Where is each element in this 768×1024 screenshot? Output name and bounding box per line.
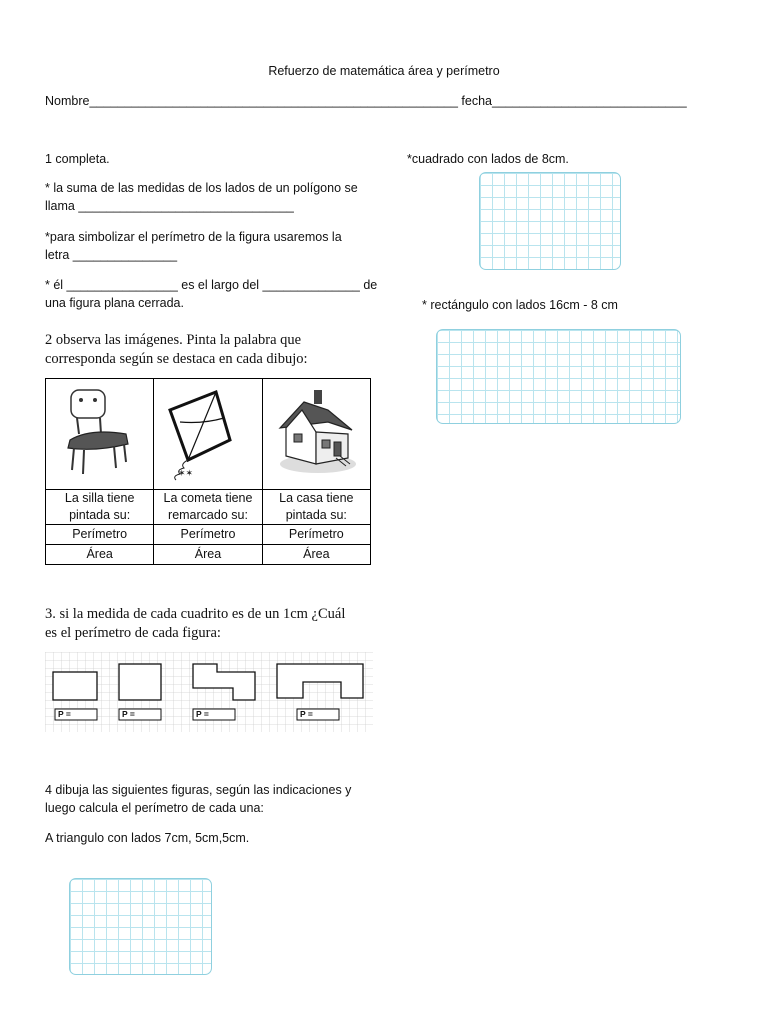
p-label-d[interactable]: P = [300,709,313,719]
chair-option-perimetro[interactable]: Perímetro [46,525,154,545]
p-label-b[interactable]: P = [122,709,135,719]
p-label-a[interactable]: P = [58,709,71,719]
section1-item1: * la suma de las medidas de los lados de un polígono se llama _______________________________ [45,179,385,215]
section4-instruction: 4 dibuja las siguientes figuras, según las indicaciones y luego calcula el perímetro de cada una: [45,783,352,815]
section2-instruction: 2 observa las imágenes. Pinta la palabra que corresponda según se destaca en cada dibujo: [45,332,308,367]
date-field[interactable]: ____________________________ [492,94,687,108]
chair-option-area[interactable]: Área [46,545,154,565]
fill-blank-3[interactable]: * él ________________ es el largo del ______________ de [45,278,378,292]
kite-drawing-icon [158,382,258,482]
name-date-line [45,92,687,110]
kite-option-perimetro[interactable]: Perímetro [154,525,262,545]
fill-blank-1[interactable]: llama _______________________________ [45,199,294,213]
section1-heading: 1 completa. [45,152,110,166]
section4-item-a: A triangulo con lados 7cm, 5cm,5cm. [45,831,250,845]
house-cell [262,379,370,490]
fill-blank-2[interactable]: letra _______________ [45,248,178,262]
house-drawing-icon [266,382,366,482]
section1-item2: *para simbolizar el perímetro de la figura usaremos la letra _______________ [45,228,385,264]
perimeter-figures [45,652,373,732]
house-option-area[interactable]: Área [262,545,370,565]
figure-a [53,672,97,700]
perimeter-figures-grid [45,652,373,732]
page-title: Refuerzo de matemática área y perímetro [268,64,500,78]
rectangle-drawing-grid[interactable] [436,329,681,424]
word-choice-table [45,378,371,565]
house-option-perimetro[interactable]: Perímetro [262,525,370,545]
square-instruction: *cuadrado con lados de 8cm. [407,152,569,166]
chair-caption: La silla tiene pintada su: [46,490,154,525]
section1-item3: * él ________________ es el largo del ______________ de una figura plana cerrada. [45,276,385,312]
triangle-drawing-grid[interactable] [69,878,212,975]
chair-cell [46,379,154,490]
house-caption: La casa tiene pintada su: [262,490,370,525]
chair-drawing-icon [50,382,150,482]
date-label: fecha [461,94,492,108]
kite-cell [154,379,262,490]
name-field[interactable]: _____________________________________________________ [89,94,458,108]
square-drawing-grid[interactable] [479,172,621,270]
name-label: Nombre [45,94,90,108]
p-label-c[interactable]: P = [196,709,209,719]
section3-instruction: 3. si la medida de cada cuadrito es de un 1cm ¿Cuál es el perímetro de cada figura: [45,606,346,641]
svg-text:✶✶: ✶✶ [177,468,194,479]
kite-option-area[interactable]: Área [154,545,262,565]
rectangle-instruction: * rectángulo con lados 16cm - 8 cm [422,298,618,312]
kite-caption: La cometa tiene remarcado su: [154,490,262,525]
figure-b [119,664,161,700]
